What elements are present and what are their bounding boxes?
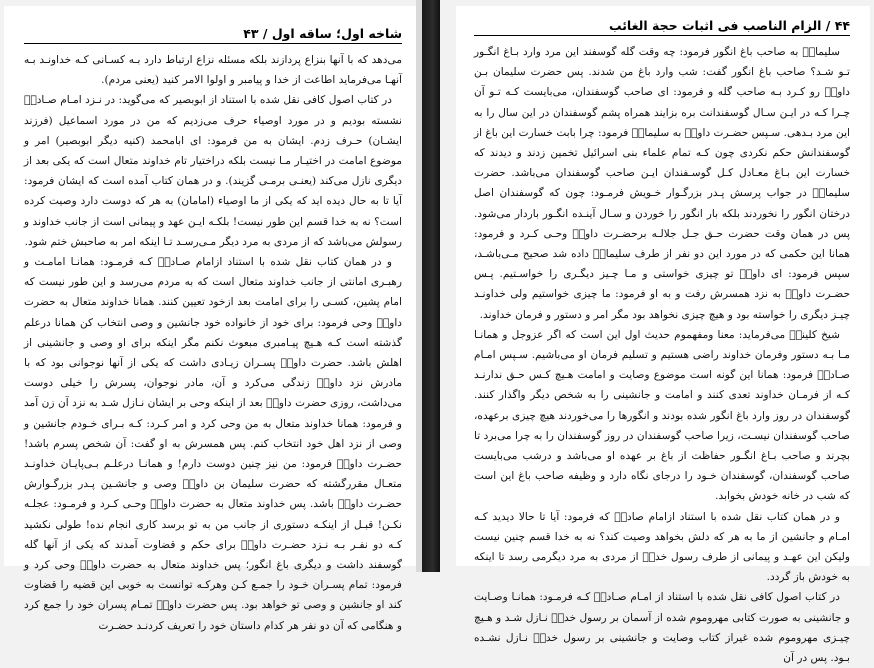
paragraph: و در همان کتاب نقل شده با استناد ازامام صـادقؑ کـه فرمـود: همانـا امامـت و رهبـری امانتی از جانب خداوند متعال است که به مردم می‌رسد و این طور نیست که امام پشین، کسـی را برای امامت بعد ازخود تعیین کنند. همانا خداوند متعال به حضرت داودؑ وحی فرمود: برای خود از خانواده خود جانشین و وصی انتخاب کن همانا درعلم گذشته است کـه هـیچ پیـامبری مبعوث نکنم مگر اینکه برای او وصی و جانشینی از اهلش باشد. حضرت داودؑ پسـران زیـادی داشت که یکی از آنها نوجوانی بود که با مادرش نزد داودؑ زندگی می‌کرد و آن، مادر نوجوان، پسرش را خیلی دوست می‌داشت، روزی حضرت داودؑ بعد از اینکه وحی بر ایشان نـازل شـد به نزد آن زن آمد و فرمود: همانا خداوند متعال به من وحی کرد و امر کـرد: کـه بـرای خـودم جانشین و وصی از نزد اهل خود انتخاب کنم. پس همسرش به او گفت: آن شخص پسرم باشد! حضـرت داودؑ فرمود: من نیز چنین دوست دارم! و همانـا درعلـم بـی‌پایـان خداونـد متعـال مقررگشته که حضرت سلیمان بن داودؑ وصی و جانشـین پـدر بزرگـوارش حضـرت داودؑ باشد. پس خداوند متعال به حضرت داودؑ وحـی کـرد و فرمـود: عجلـه نکـن! قبـل از اینکـه دستوری از جانب من به تو برسد کاری انجام نده! طولی نکشید کـه دو نفـر بـه نـزد حضـرت داودؑ برای حکم و قضاوت آمدند که یکی از آنها گله گوسفند داشت و دیگری باغ انگور؛ پس خداوند متعال به حضرت داودؑ وحی کرد و فرمود: تمام پسـران خـود را جمـع کـن وهرکـه توانست به خوبی این قضیه را قضاوت کند او جانشین و وصی تو خواهد بود. پس حضرت داودؑ تمـام پسران خود را جمع کرد و هنگامی که آن دو نفر هر کدام داستان خود را تعریف کردنـد حضـرت <box>24 256 402 632</box>
left-page-number: ۴۳ <box>243 26 259 41</box>
paragraph: سلیمانؑ به صاحب باغ انگور فرمود: چه وقت گله گوسفند این مرد وارد بـاغ انگـور تـو شـد؟ صاحب باغ انگور گفت: شب وارد باغ من شدند. پس حضرت سلیمان بـن داودؑ رو کـرد بـه صاحب گله و فرمود: ای صاحب گوسفندان، می‌بایست کـه تـو آن چـرا کـه در ایـن سـال گوسفندانت بره بزایند همراه پشم گوسفندان در این سال را به این مرد بـدهی. سـپس حضـرت داودؑ به سلیمانؑ فرمود: چرا بابت خسارت این باغ از گوسفندانش حکم نکردی چون کـه تمام علماء بنی اسرائیل تخمین زدند و دیدند که خسارت این بـاغ معـادل کـل گوسـفندان ایـن صاحب گوسفندان می‌باشد. حضرت سلیمانؑ در جواب پرسش پـدر بزرگـوار خـویش فرمـود: چون که گوسفندان اصل درختان انگور را نخوردند بلکه بار انگور را خوردن و سـال آینـده انگـور باردار می‌شود. پس در همان وقت حضرت حـق جـل جلالـه برحضـرت داودؑ وحـی کـرد و فرمود: همانا این حکمی که در مورد این دو نفر از طرف سلیمانؑ داده شد صحیح مـی‌باشـد، سپس فرمود: ای داودؑ تو چیزی خواستی و مـا چـیز دیگـری را خواسـتیم. پـس حضـرت داودؑ به نزد همسرش رفت و به او فرمود: ما چیزی خواستیم ولی خداونـد چیـز دیگری را خواسته بود و هیچ چیزی نخواهد بود مگر امر و دستور و فرمان خداوند. <box>474 46 850 321</box>
left-header-title: شاخه اول؛ ساقه اول / ۴۳ <box>243 26 402 41</box>
paragraph: می‌دهد که با آنها بنزاع پردازند بلکه مسئله نزاع ارتباط دارد بـه کسـانی کـه خداونـد بـه آنهـا می‌فرماید اطاعت از خدا و پیامبر و اولوا الامر کنید (یعنی مردم). <box>24 54 402 87</box>
right-page-header <box>474 18 850 36</box>
paragraph: در کتاب اصول کافی نقل شده با استناد از ابوبصیر که می‌گوید: در نـزد امـام صـادقؑ نشسته بودیم و در مورد اوصیاء حرف می‌زدیم که من در مورد اسماعیل (فرزند ایشـان) حـرف زدم. ایشان به من فرمود: ای ابامحمد (کنیه دیگر ابوبصیر) امر و موضوع امامت در اختیـار مـا نیست بلکه دراختیار تام خداوند متعال است که یکی بعد از دیگری نازل می‌کند (یعنـی برمـی گزیند). و در همان کتاب آمده است که ایشان فرمود: آیا تا به حال دیده اید که یکی از ما اوصیاء (امامان) به هر که دوست دارد وصیت کرده است؟ نه به خدا قسم این طور نیست! بلکـه ایـن عهد و پیمانی است از جانب خداوند و رسولش می‌باشد که از مردی به مرد دیگر مـی‌رسـد تـا اینکه امر به صاحبش ختم شود. <box>24 94 402 248</box>
right-page-number: ۴۴ <box>834 18 850 33</box>
left-page-header <box>24 26 402 44</box>
paragraph: در کتاب اصول کافی نقل شده با استناد از امـام صـادقؑ کـه فرمـود: همانـا وصـایت و جانشینی به صورت کتابی مهروموم شده از آسمان بر رسول خداؐ نـازل شـد و هـیچ چیـزی مهروموم شده غیراز کتاب وصایت و جانشینی بر رسول خداؐ نـازل نشـده بـود. پس در آن <box>474 591 850 665</box>
right-header-title: ۴۴ / الزام الناصب فی اثبات حجة الغائب <box>608 18 850 33</box>
book-spine-gutter <box>422 0 440 572</box>
right-page <box>456 6 870 665</box>
right-page-body <box>474 42 850 668</box>
left-page-body <box>24 50 402 636</box>
paragraph: و در همان کتاب نقل شده با استناد ازامام صادقؑ که فرمود: آیا تا حالا دیدید کـه امـام و جانشین از ما به هر که دلش بخواهد وصیت کند؟ نه به خدا قسم چنین نیست ولیکن این عهـد و پیمانی از طرف رسول خداؐ از مردی به مرد دیگرمی رسد تا اینکه به خودش باز گردد. <box>474 510 850 584</box>
left-page <box>4 6 416 632</box>
paragraph: شیخ کلینیؒ می‌فرماید: معنا ومفهموم حدیث اول این است که اگر عزوجل و همانـا مـا بـه دستور وفرمان خداوند راضی هستیم و تسلیم فرمان او می‌باشیم. سـپس امـام صـادقؑ فرمود: همانا این گونه است موضوع وصایت و امامت هـیچ کـس حـق ندارنـد کـه از فرمـان خداوند تعدی کنند و امامت و جانشینی را به شخص دیگر واگذار کنند. گوسفندان در روز وارد باغ انگور شده بودند و انگورها را می‌خوردند هیچ چیزی برعهده، صاحب گوسفندان نیسـت، زیرا صاحب گوسفندان در روز گوسفندان را به چرا می‌برد تا بچرند و صاحب بـاغ انگـور حفاظت از باغ بر عهده او می‌باشد و درشب می‌بایست صاحب گوسفندان، گوسفندان خـود را درجای نگاه دارد و وظیفه صاحب باغ این است که شب در خانه خودش بخوابد. <box>474 328 850 503</box>
